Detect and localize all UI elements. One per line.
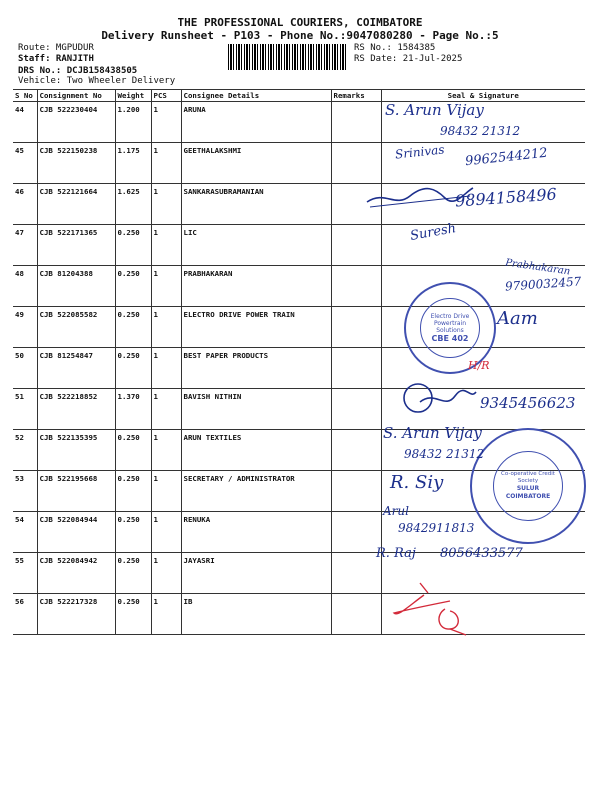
signature-47: Suresh: [409, 221, 458, 244]
table-row: [13, 594, 585, 635]
col-pcs: PCS: [151, 90, 181, 102]
runsheet-subtitle: Delivery Runsheet - P103 - Phone No.:9047080280 - Page No.:5: [101, 29, 499, 42]
cell-remarks: [331, 512, 381, 553]
signature-49: Aam: [497, 308, 538, 329]
cell-remarks: [331, 553, 381, 594]
cell-remarks: [331, 594, 381, 635]
rs-date: RS Date: 21-Jul-2025: [354, 54, 463, 64]
cell-consignee: GEETHALAKSHMI: [181, 143, 331, 184]
cell-sno: 46: [13, 184, 37, 225]
barcode: [228, 44, 348, 70]
staff-label: Staff: RANJITH: [18, 54, 94, 64]
col-signature: Seal & Signature: [381, 90, 585, 102]
table-row: [13, 225, 585, 266]
table-row: [13, 348, 585, 389]
cell-remarks: [331, 225, 381, 266]
cell-consignee: BAVISH NITHIN: [181, 389, 331, 430]
cell-consignee: ARUN TEXTILES: [181, 430, 331, 471]
cell-pcs: 1: [151, 553, 181, 594]
cell-pcs: 1: [151, 266, 181, 307]
phone-44: 98432 21312: [440, 124, 521, 138]
cell-remarks: [331, 266, 381, 307]
cell-weight: 1.200: [115, 102, 151, 143]
signature-51-scribble: [400, 380, 480, 416]
drs-label: DRS No.: DCJB158438505: [18, 66, 138, 76]
cell-consignment: CJB 522171365: [37, 225, 115, 266]
cell-consignee: SANKARASUBRAMANIAN: [181, 184, 331, 225]
cell-pcs: 1: [151, 307, 181, 348]
cell-sno: 47: [13, 225, 37, 266]
society-seal-stamp: [470, 428, 586, 544]
cell-sno: 48: [13, 266, 37, 307]
cell-pcs: 1: [151, 225, 181, 266]
phone-55: 8056433577: [440, 546, 523, 561]
col-consignee: Consignee Details: [181, 90, 331, 102]
cell-pcs: 1: [151, 389, 181, 430]
cell-remarks: [331, 389, 381, 430]
cell-remarks: [331, 348, 381, 389]
phone-51: 9345456623: [480, 394, 576, 412]
cell-remarks: [331, 307, 381, 348]
cell-weight: 0.250: [115, 430, 151, 471]
signature-44: S. Arun Vijay: [385, 101, 484, 119]
signature-54: Arul: [383, 504, 409, 518]
cell-sno: 54: [13, 512, 37, 553]
cell-consignment: CJB 522084944: [37, 512, 115, 553]
cell-consignment: CJB 522135395: [37, 430, 115, 471]
cell-consignee: BEST PAPER PRODUCTS: [181, 348, 331, 389]
cell-weight: 0.250: [115, 348, 151, 389]
rs-number: RS No.: 1584385: [354, 43, 436, 53]
cell-consignment: CJB 81254847: [37, 348, 115, 389]
cell-weight: 0.250: [115, 594, 151, 635]
cell-pcs: 1: [151, 471, 181, 512]
stamp-name: Co-operative Credit Society: [501, 471, 555, 484]
cell-weight: 0.250: [115, 266, 151, 307]
cell-consignee: ARUNA: [181, 102, 331, 143]
stamp-place: SULUR COIMBATORE: [505, 485, 551, 500]
cell-consignee: JAYASRI: [181, 553, 331, 594]
signature-53: R. Siy: [390, 472, 444, 493]
cell-consignee: LIC: [181, 225, 331, 266]
cell-pcs: 1: [151, 102, 181, 143]
cell-consignment: CJB 522150238: [37, 143, 115, 184]
cell-weight: 0.250: [115, 225, 151, 266]
phone-52: 98432 21312: [404, 447, 485, 461]
cell-sno: 49: [13, 307, 37, 348]
col-sno: S No: [13, 90, 37, 102]
cell-consignment: CJB 522085582: [37, 307, 115, 348]
cell-pcs: 1: [151, 594, 181, 635]
cell-sno: 52: [13, 430, 37, 471]
signature-55: R. Raj: [376, 546, 416, 561]
table-row: [13, 266, 585, 307]
cell-sno: 45: [13, 143, 37, 184]
cell-consignment: CJB 522084942: [37, 553, 115, 594]
table-header-row: [13, 90, 585, 102]
cell-weight: 1.625: [115, 184, 151, 225]
cell-weight: 0.250: [115, 471, 151, 512]
cell-consignment: CJB 522121664: [37, 184, 115, 225]
cell-weight: 1.175: [115, 143, 151, 184]
cell-consignment: CJB 522217328: [37, 594, 115, 635]
cell-remarks: [331, 143, 381, 184]
cell-consignment: CJB 522230404: [37, 102, 115, 143]
cell-sno: 56: [13, 594, 37, 635]
cell-consignee: PRABHAKARAN: [181, 266, 331, 307]
cell-weight: 0.250: [115, 307, 151, 348]
cell-consignee: SECRETARY / ADMINISTRATOR: [181, 471, 331, 512]
cell-pcs: 1: [151, 512, 181, 553]
cell-pcs: 1: [151, 348, 181, 389]
signature-50: H/R: [468, 359, 490, 372]
cell-sno: 50: [13, 348, 37, 389]
cell-pcs: 1: [151, 143, 181, 184]
col-remarks: Remarks: [331, 90, 381, 102]
cell-consignee: IB: [181, 594, 331, 635]
cell-consignment: CJB 522195668: [37, 471, 115, 512]
cell-consignee: RENUKA: [181, 512, 331, 553]
cell-consignment: CJB 522218852: [37, 389, 115, 430]
phone-48: 9790032457: [504, 274, 582, 294]
cell-sno: 55: [13, 553, 37, 594]
cell-consignee: ELECTRO DRIVE POWER TRAIN: [181, 307, 331, 348]
signature-48: Prabhakaran: [504, 257, 571, 278]
stamp-name: Electro Drive Powertrain Solutions: [430, 313, 470, 334]
route-label: Route: MGPUDUR: [18, 43, 94, 53]
cell-remarks: [331, 430, 381, 471]
phone-54: 9842911813: [398, 521, 475, 535]
signature-56-scribble: [390, 575, 480, 637]
cell-pcs: 1: [151, 184, 181, 225]
col-weight: Weight: [115, 90, 151, 102]
company-title: THE PROFESSIONAL COURIERS, COIMBATORE: [177, 16, 423, 29]
phone-45: 9962544212: [464, 145, 549, 170]
vehicle-label: Vehicle: Two Wheeler Delivery: [18, 76, 176, 86]
cell-sno: 44: [13, 102, 37, 143]
signature-52: S. Arun Vijay: [383, 424, 482, 442]
cell-weight: 0.250: [115, 512, 151, 553]
col-consignment: Consignment No: [37, 90, 115, 102]
signature-45: Srinivas: [394, 142, 446, 162]
cell-weight: 1.370: [115, 389, 151, 430]
cell-sno: 51: [13, 389, 37, 430]
phone-46: 9894158496: [454, 184, 558, 211]
stamp-code: CBE 402: [431, 334, 469, 343]
cell-remarks: [331, 471, 381, 512]
cell-sno: 53: [13, 471, 37, 512]
cell-pcs: 1: [151, 430, 181, 471]
cell-remarks: [331, 102, 381, 143]
cell-consignment: CJB 81204388: [37, 266, 115, 307]
cell-weight: 0.250: [115, 553, 151, 594]
